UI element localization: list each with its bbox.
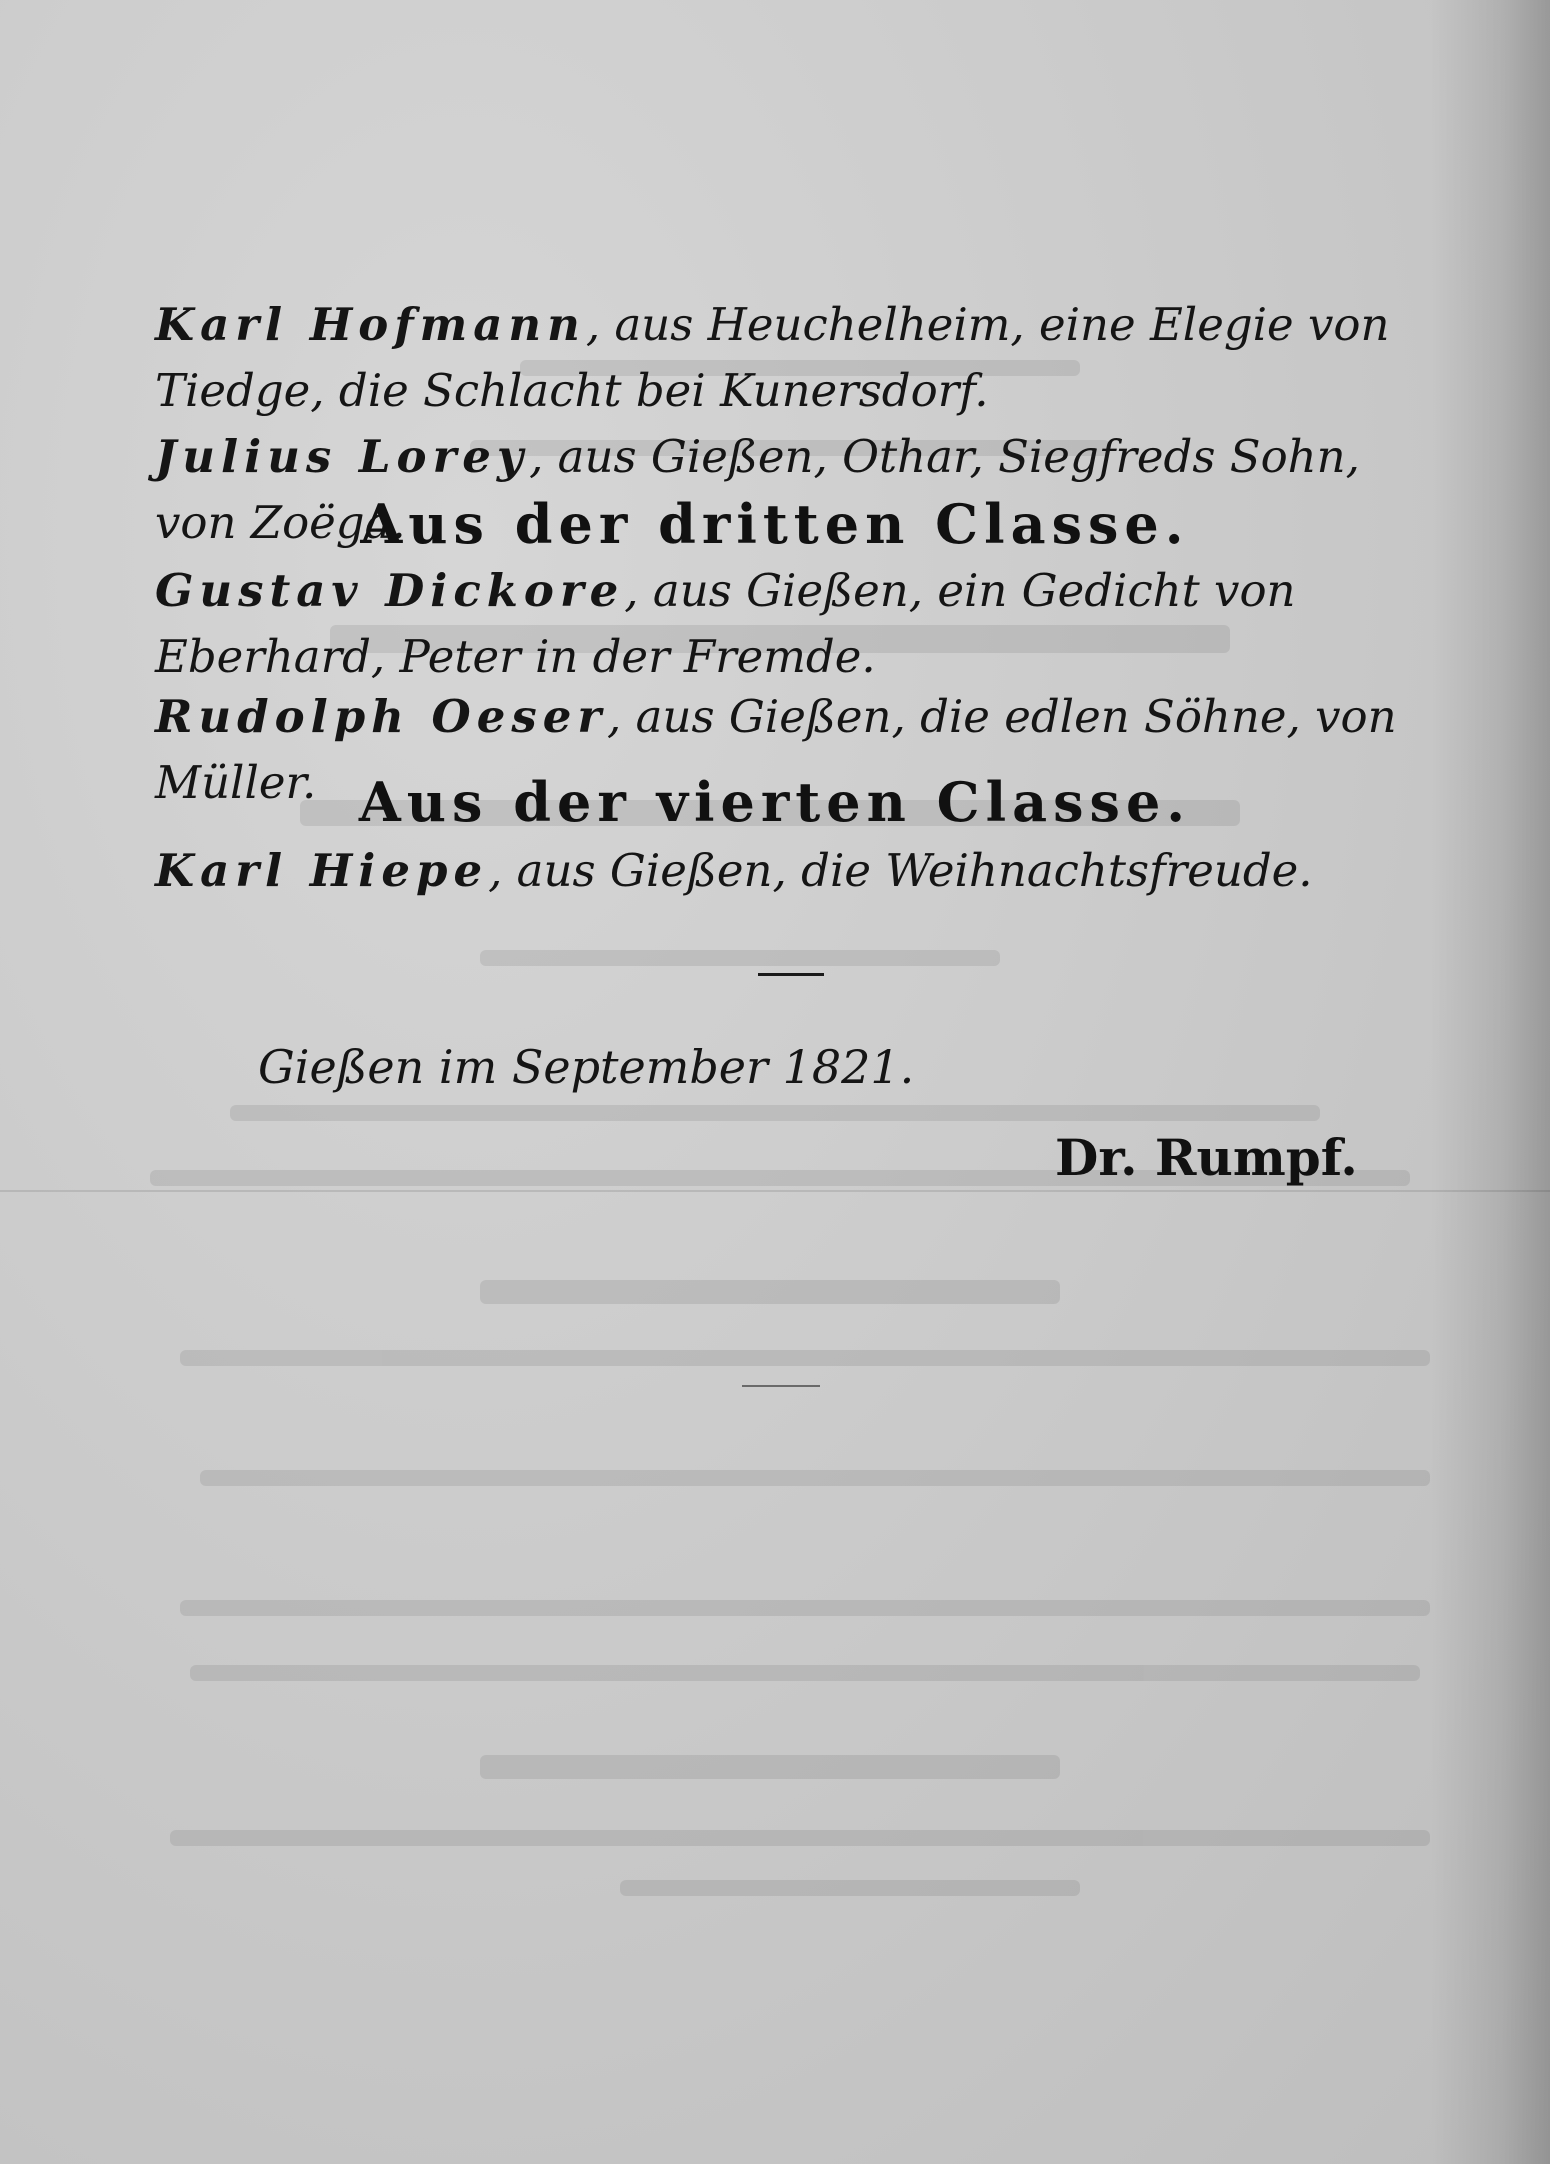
separator-rule bbox=[758, 973, 824, 976]
entry-text: , aus Heuchelheim, eine Elegie von Tiedge, die Schlacht bei Kunersdorf. bbox=[155, 298, 1390, 417]
entry-name: Rudolph Oeser bbox=[155, 690, 608, 743]
show-through-rule bbox=[742, 1385, 820, 1387]
heading-third-class: Aus der dritten Classe. bbox=[360, 492, 1190, 556]
paper-fold-line bbox=[0, 1190, 1550, 1192]
place-date-line: Gießen im September 1821. bbox=[258, 1040, 915, 1094]
heading-fourth-class: Aus der vierten Classe. bbox=[358, 770, 1192, 834]
entry-name: Julius Lorey bbox=[155, 430, 530, 483]
entry-hiepe bbox=[155, 838, 1425, 904]
entry-text: , aus Gießen, die edlen Söhne, von Müller. bbox=[155, 690, 1397, 809]
signature: Dr. Rumpf. bbox=[1055, 1128, 1358, 1187]
entry-name: Karl Hiepe bbox=[155, 844, 489, 897]
entry-dickore bbox=[155, 558, 1425, 690]
page-edge-shadow bbox=[1430, 0, 1550, 2164]
entry-hofmann bbox=[155, 292, 1425, 424]
entry-text: , aus Gießen, Othar, Siegfreds Sohn, von Zoëga. bbox=[155, 430, 1360, 549]
entry-text: , aus Gießen, ein Gedicht von Eberhard, Peter in der Fremde. bbox=[155, 564, 1296, 683]
entry-name: Gustav Dickore bbox=[155, 564, 625, 617]
entry-name: Karl Hofmann bbox=[155, 298, 586, 351]
entry-text: , aus Gießen, die Weihnachtsfreude. bbox=[488, 844, 1313, 897]
